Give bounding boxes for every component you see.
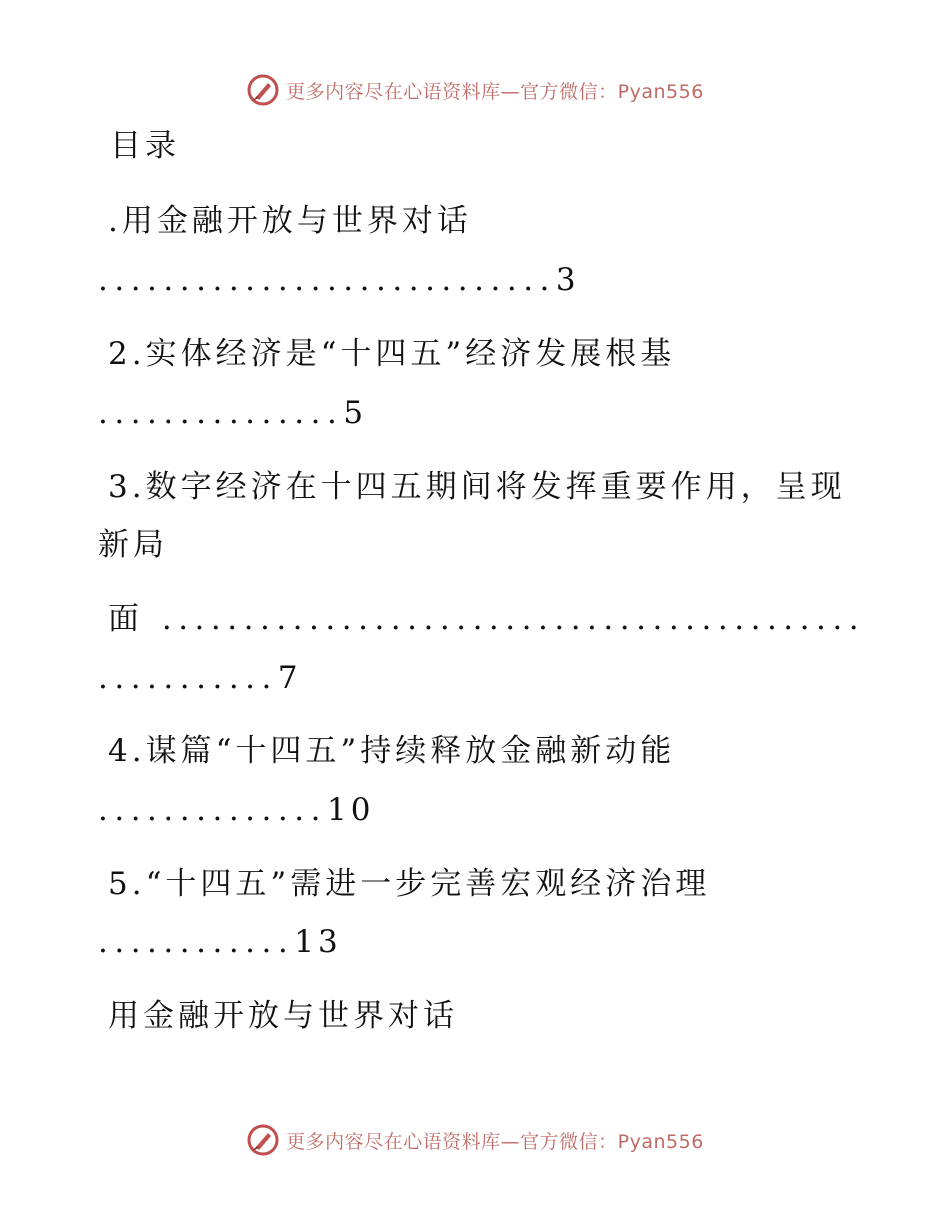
toc-entry-3-title-line3: 面 ........................................... [108, 601, 866, 637]
toc-entry-2-page: 5 [343, 395, 368, 431]
toc-entry-2-page-line [98, 393, 367, 433]
toc-entry-3-page-line [98, 658, 302, 698]
toc-entry-4-title[interactable]: 4.谋篇“十四五”持续释放金融新动能 [108, 733, 676, 769]
toc-entry-5-title[interactable]: 5.“十四五”需进一步完善宏观经济治理 [108, 866, 711, 902]
toc-entry-3-page: 7 [277, 660, 302, 696]
toc-entry-1-page: 3 [555, 262, 580, 298]
pen-nib-logo-icon [246, 1123, 280, 1157]
banner-text: 更多内容尽在心语资料库—官方微信：Pyan556 [286, 1130, 704, 1153]
toc-entry-4-page: 10 [326, 792, 375, 828]
toc-entry-3-title-line2: 新局 [98, 527, 168, 563]
toc-entry-3-title-line1[interactable]: 3.数字经济在十四五期间将发挥重要作用，呈现 [108, 469, 846, 505]
toc-entry-3-leader: ........... [98, 660, 278, 696]
toc-entry-5-leader: ............ [98, 924, 295, 960]
toc-entry-5-page-line [98, 922, 342, 962]
toc-entry-1-page-line [98, 260, 580, 300]
pen-nib-logo-icon [246, 73, 280, 107]
footer-banner [0, 1120, 950, 1160]
section-heading: 用金融开放与世界对话 [108, 998, 458, 1034]
banner-text: 更多内容尽在心语资料库—官方微信：Pyan556 [286, 80, 704, 103]
toc-entry-1-leader: ............................ [98, 262, 556, 298]
toc-entry-4-leader: .............. [98, 792, 327, 828]
toc-entry-2-title[interactable]: 2.实体经济是“十四五”经济发展根基 [108, 336, 676, 372]
header-banner [0, 70, 950, 110]
toc-entry-2-leader: ............... [98, 395, 344, 431]
toc-entry-5-page: 13 [294, 924, 342, 960]
toc-title: 目录 [110, 128, 180, 164]
toc-entry-4-page-line [98, 790, 374, 830]
toc-entry-1-title[interactable]: .用金融开放与世界对话 [108, 203, 472, 239]
